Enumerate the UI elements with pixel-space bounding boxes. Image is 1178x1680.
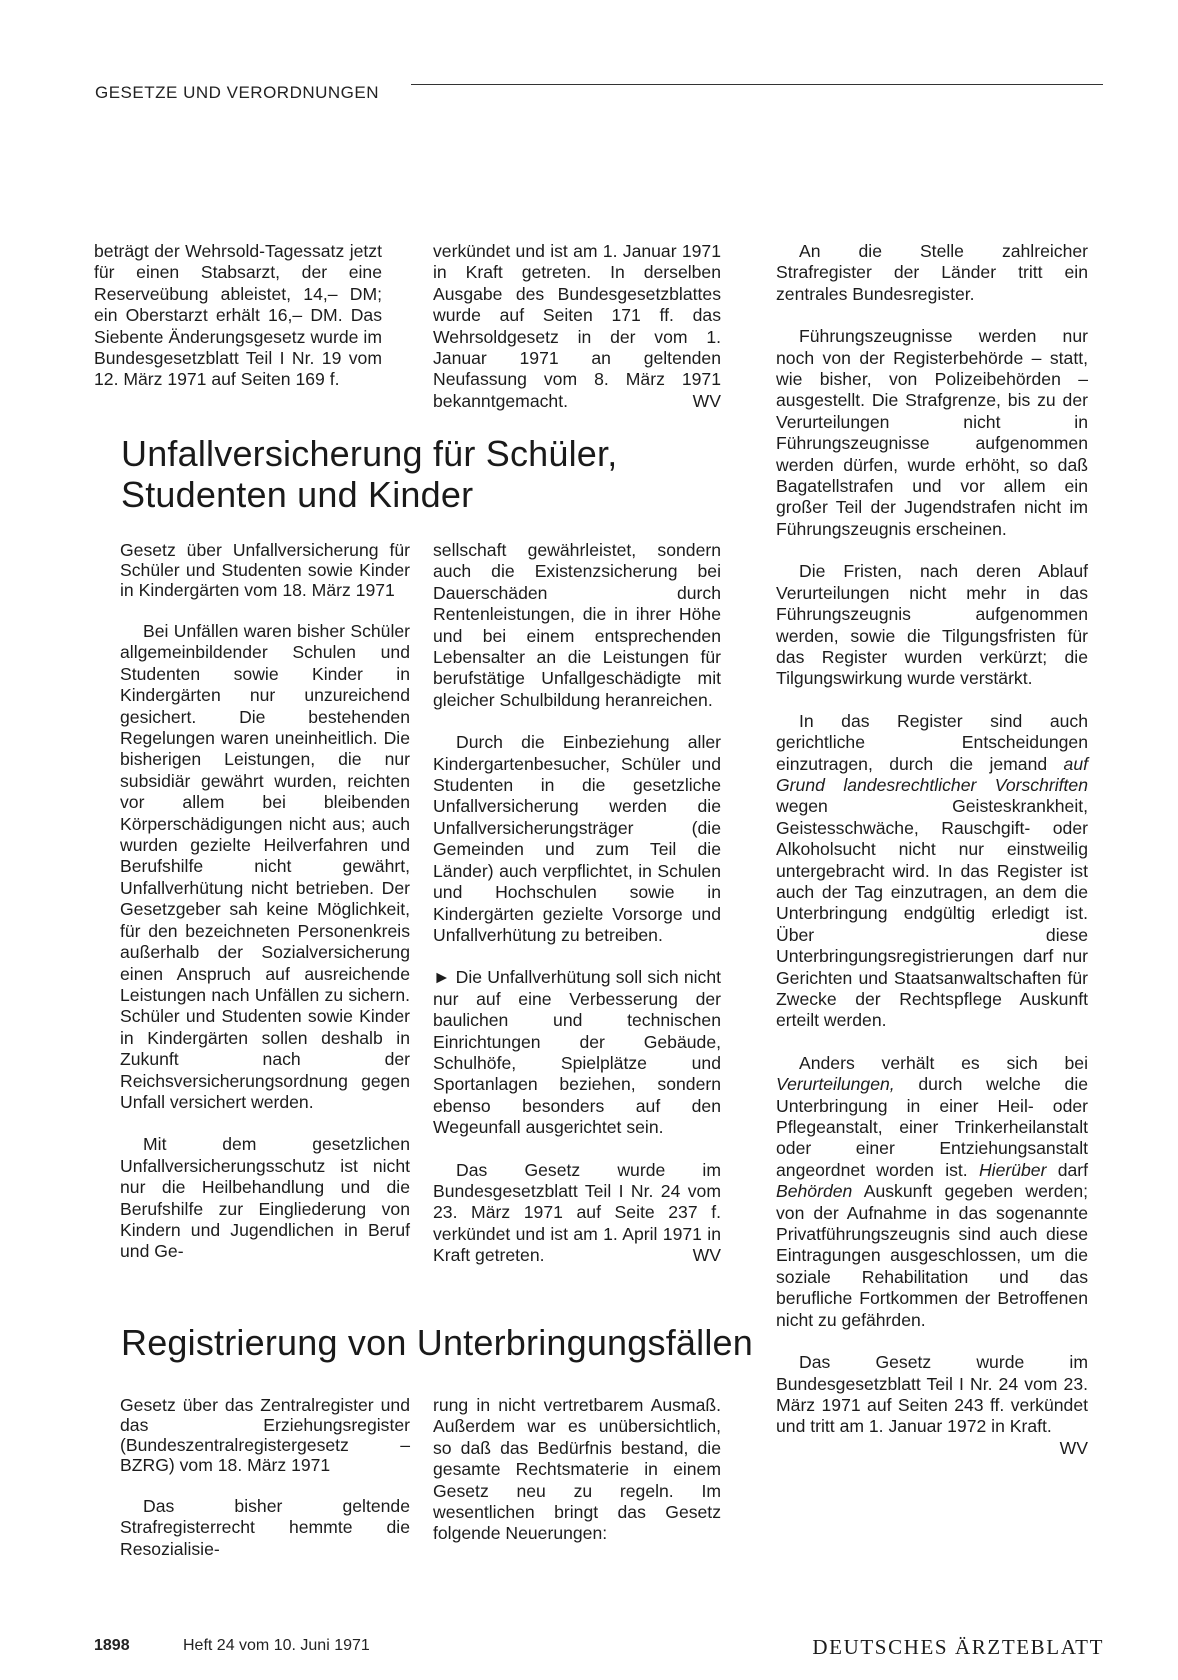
- intro-column-1: [94, 241, 382, 391]
- article1-paragraph: Durch die Einbeziehung aller Kindergartenbesucher, Schüler und Studenten in die gesetzliche Unfallversicherung werden die Unfallversicherungsträger (die Gemeinden und zum Teil die Länder) auch verpflichtet, in Schulen und Hochschulen sowie in Kindergärten gezielte Vorsorge und Unfallverhütung zu betreiben.: [433, 732, 721, 945]
- article1-column-1: [120, 540, 410, 1263]
- publication-name: DEUTSCHES ÄRZTEBLATT: [812, 1635, 1104, 1659]
- article2-paragraph: [776, 711, 1088, 1032]
- article1-subtitle: Gesetz über Unfallversicherung für Schüler und Studenten sowie Kinder in Kindergärten vom 18. März 1971: [120, 540, 410, 600]
- text-run: darf: [1057, 1159, 1089, 1180]
- article2-subtitle: Gesetz über das Zentralregister und das Erziehungsregister (Bundeszentralregistergesetz – BZRG) vom 18. März 1971: [120, 1395, 410, 1475]
- text-run: In das Register sind auch gerichtliche Entscheidungen einzutragen, durch die jemand: [776, 710, 1088, 774]
- article2-paragraph: An die Stelle zahlreicher Strafregister der Länder tritt ein zentrales Bundesregister.: [776, 241, 1088, 304]
- italic-text-run: Hierüber: [978, 1159, 1047, 1180]
- article1-paragraph-text: Die Unfallverhütung soll sich nicht nur auf eine Verbesserung der baulichen und technischen Einrichtungen der Gebäude, Schulhöfe, Spielplätze und Sportanlagen beziehen, sondern ebenso besonders auf den Wegeunfall ausgerichtet sein.: [433, 967, 721, 1138]
- article2-paragraph: [776, 1053, 1088, 1331]
- italic-text-run: Behörden: [776, 1181, 853, 1202]
- intro-signature: WV: [692, 390, 721, 411]
- article2-paragraph: Das bisher geltende Strafregisterrecht hemmte die Resozialisie-: [120, 1496, 410, 1559]
- article1-column-2: [433, 540, 721, 1267]
- triangle-bullet-icon: ►: [433, 967, 451, 988]
- article2-paragraph: Führungszeugnisse werden nur noch von der Registerbehörde – statt, wie bisher, von Polizeibehörden – ausgestellt. Die Strafgrenze, bis zu der Verurteilungen nicht in Führungszeugnisse aufgenommen werden dürfen, wurde erhöht, so daß Bagatellstrafen und vor allem ein großer Teil der Jugendstrafen nicht im Führungszeugnis erscheinen.: [776, 326, 1088, 539]
- article1-paragraph: Bei Unfällen waren bisher Schüler allgemeinbildender Schulen und Studenten sowie Kinder in Kindergärten nur unzureichend gesichert. Die bestehenden Regelungen waren uneinheitlich. Die bisherigen Leistungen, die nur subsidiär gewährt wurden, reichten vor allem bei bleibenden Körperschädigungen nicht aus; auch wurden gezielte Heilverfahren und Berufshilfe nicht gewährt, Unfallverhütung nicht betrieben. Der Gesetzgeber sah keine Möglichkeit, für den bezeichneten Personenkreis außerhalb der Sozialversicherung einen Anspruch auf ausreichende Leistungen nach Unfällen zu sichern. Schüler und Studenten sowie Kinder in Kindergärten sollen deshalb in Zukunft nach der Reichsversicherungsordnung gegen Unfall versichert werden.: [120, 621, 410, 1112]
- intro-paragraph-1: beträgt der Wehrsold-Tagessatz jetzt für einen Stabsarzt, der eine Reserveübung ableistet, 14,– DM; ein Oberstarzt erhält 16,– DM. Das Siebente Änderungsgesetz wurde im Bundesgesetzblatt Teil I Nr. 19 vom 12. März 1971 auf Seiten 169 f.: [94, 241, 382, 390]
- italic-text-run: Verurteilungen,: [776, 1074, 895, 1095]
- article1-paragraph: [433, 1160, 721, 1267]
- article2-paragraph: [776, 1352, 1088, 1458]
- article1-headline-line1: Unfallversicherung für Schüler,: [121, 433, 618, 474]
- article1-headline: [121, 433, 617, 515]
- text-run: wegen Geisteskrankheit, Geistesschwäche, Rauschgift- oder Alkoholsucht nicht nur einstweilig untergebracht wird. In das Register ist auch der Tag einzutragen, an dem die Unterbringung endgültig erledigt ist. Über diese Unterbringungsregistrierungen darf nur Gerichten und Staatsanwaltschaften für Zwecke der Rechtspflege Auskunft erteilt werden.: [776, 796, 1088, 1031]
- issue-info: Heft 24 vom 10. Juni 1971: [183, 1637, 370, 1654]
- text-run: durch welche die Unterbringung in einer Heil- oder Pflegeanstalt, einer Trinkerheilanstalt oder einer Entziehungsanstalt angeordnet worden ist.: [776, 1074, 1089, 1180]
- intro-paragraph-2-text: verkündet und ist am 1. Januar 1971 in Kraft getreten. In derselben Ausgabe des Bundesgesetzblattes wurde auf Seiten 171 ff. das Wehrsoldgesetz in der vom 1. Januar 1971 an geltenden Neufassung vom 8. März 1971 bekanntgemacht.: [433, 241, 721, 411]
- intro-column-2: [433, 241, 721, 412]
- article1-paragraph: sellschaft gewährleistet, sondern auch die Existenzsicherung bei Dauerschäden durch Rentenleistungen, die in ihrer Höhe und bei einem entsprechenden Lebensalter an die Leistungen für berufstätige Unfallgeschädigte mit gleicher Schulbildung heranreichen.: [433, 540, 721, 710]
- intro-paragraph-2: [433, 241, 721, 412]
- article2-signature: WV: [1059, 1437, 1088, 1458]
- article2-column-1: [120, 1395, 410, 1560]
- article2-paragraph: rung in nicht vertretbarem Ausmaß. Außerdem war es unübersichtlich, so daß das Bedürfnis bestand, die gesamte Rechtsmaterie in einem Gesetz neu zu regeln. Im wesentlichen bringt das Gesetz folgende Neuerungen:: [433, 1395, 721, 1544]
- article1-headline-line2: Studenten und Kinder: [121, 474, 474, 515]
- article1-signature: WV: [692, 1245, 721, 1266]
- article2-headline: Registrierung von Unterbringungsfällen: [121, 1322, 753, 1363]
- article2-paragraph: Die Fristen, nach deren Ablauf Verurteilungen nicht mehr in das Führungszeugnis aufgenommen werden, sowie die Tilgungsfristen für das Register wurden verkürzt; die Tilgungswirkung wurde verstärkt.: [776, 561, 1088, 689]
- article1-paragraph-text: Das Gesetz wurde im Bundesgesetzblatt Teil I Nr. 24 vom 23. März 1971 auf Seite 237 f. verkündet und ist am 1. April 1971 in Kraft getreten.: [433, 1159, 721, 1266]
- article2-column-2: [433, 1395, 721, 1545]
- text-run: Anders verhält es sich bei: [799, 1052, 1088, 1073]
- article2-column-3: [776, 241, 1088, 1459]
- article1-paragraph: [433, 967, 721, 1138]
- italic-text-run: auf Grund landesrechtlicher Vorschriften: [776, 753, 1088, 795]
- article2-paragraph-text: Das Gesetz wurde im Bundesgesetzblatt Teil I Nr. 24 vom 23. März 1971 auf Seiten 243 ff. verkündet und tritt am 1. Januar 1972 in Kraft.: [776, 1352, 1088, 1437]
- section-header: GESETZE UND VERORDNUNGEN: [95, 83, 380, 102]
- article1-paragraph: Mit dem gesetzlichen Unfallversicherungsschutz ist nicht nur die Heilbehandlung und die Berufshilfe zur Eingliederung von Kindern und Jugendlichen in Beruf und Ge-: [120, 1134, 410, 1262]
- text-run: Auskunft gegeben werden; von der Aufnahme in das sogenannte Privatführungszeugnis sind auch diese Eintragungen ausgeschlossen, um die soziale Rehabilitation und das berufliche Fortkommen der Betroffenen nicht zu gefährden.: [776, 1181, 1088, 1330]
- page-number: 1898: [94, 1637, 130, 1654]
